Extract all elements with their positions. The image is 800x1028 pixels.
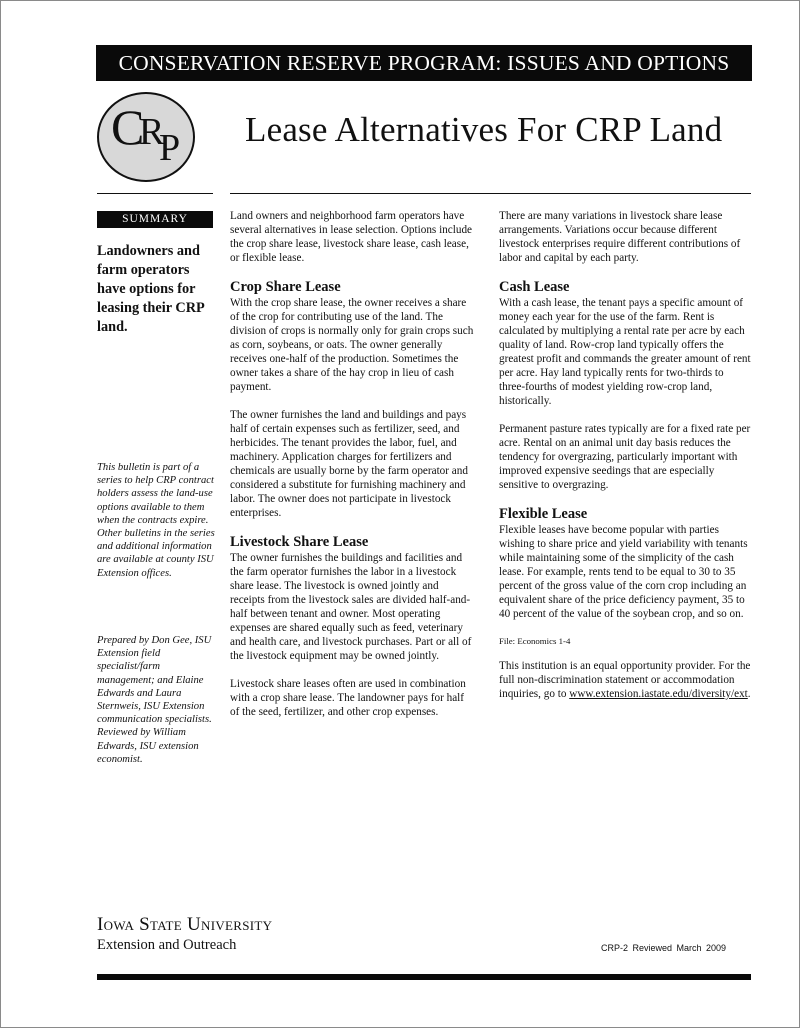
author-credits: Prepared by Don Gee, ISU Extension field specialist/farm management; and Elaine Edwards and Laura Sternweis, ISU Extension communication specialists. Reviewed by William Edwards, ISU extension economist.: [97, 635, 212, 765]
livestock-share-paragraph-1: The owner furnishes the buildings and facilities and the farm operator furnishes the labor in a livestock share lease. The livestock is owned jointly and receipts from the livestock sales are divided half-and-half between tenant and owner. Most operating expenses are shared equally such as feed, veterinary and health care, and livestock purchases. Part or all of the livestock equipment may be owned jointly.: [230, 552, 472, 662]
cash-lease-paragraph-1: With a cash lease, the tenant pays a specific amount of money each year for the use of the farm. Rent is calculated by multiplying a rental rate per acre by each quality of land. Row-crop land typically offers the greatest profit and commands the greater amount of rent per acre. Hay land typically rents for two-thirds to three-fourths of modest yielding row-crop land, historically.: [499, 297, 751, 407]
equal-opportunity-statement: [499, 659, 751, 701]
statement-period: .: [747, 688, 751, 700]
crop-share-paragraph-2: The owner furnishes the land and buildings and pays half of certain expenses such as fertilizer, seed, and herbicides. The tenant provides the labor, fuel, and machinery. Application charges for fertilizers and chemicals are usually borne by the farm operator and considered a substitute for furnishing machinery and labor. The owner does not participate in livestock enterprises.: [230, 409, 468, 519]
flexible-lease-paragraph: Flexible leases have become popular with parties wishing to share price and yield variability with tenants while maintaining some of the simplicity of the cash lease. For example, rents tend to be equal to 30 to 35 percent of the gross value of the corn crop including an equivalent share of the price deficiency payment, 35 to 40 percent of the value of the soybean crop, and so on.: [499, 524, 748, 620]
intro-paragraph: Land owners and neighborhood farm operators have several alternatives in lease selection. Options include the crop share lease, livestock share lease, cash lease, or flexible lease.: [230, 210, 473, 264]
cash-lease-paragraph-2: Permanent pasture rates typically are for a fixed rate per acre. Rental on an animal unit day basis reduces the tendency for overgrazing, particularly important with improved expensive seedings that are especially sensitive to overgrazing.: [499, 423, 751, 491]
series-banner: CONSERVATION RESERVE PROGRAM: ISSUES AND OPTIONS: [96, 45, 752, 81]
cash-lease-heading: Cash Lease: [499, 279, 570, 295]
university-wordmark: Iowa State University: [97, 914, 273, 935]
summary-text: Landowners and farm operators have options for leasing their CRP land.: [97, 243, 204, 335]
summary-label: SUMMARY: [97, 211, 213, 228]
equal-opportunity-text: This institution is an equal opportunity provider. For the full non-discrimination statement or accommodation inquiries, go to: [499, 660, 751, 700]
bulletin-note: This bulletin is part of a series to help CRP contract holders assess the land-use options available to them when the contracts expire. Other bulletins in the series and additional information are available at county ISU Extension offices.: [97, 462, 215, 579]
publication-meta: CRP-2 Reviewed March 2009: [601, 943, 727, 953]
logo-letter-r: R: [139, 111, 165, 153]
footer-bar: [97, 974, 751, 980]
sidebar-top-rule: [97, 193, 213, 194]
extension-unit-name: Extension and Outreach: [97, 937, 237, 953]
logo-letter-c: C: [111, 99, 145, 155]
flexible-lease-heading: Flexible Lease: [499, 506, 588, 522]
logo-letter-p: P: [159, 127, 181, 169]
livestock-share-paragraph-2: Livestock share leases often are used in combination with a crop share lease. The landowner pays for half of the seed, fertilizer, and other crop expenses.: [230, 678, 466, 718]
file-label: File: Economics 1-4: [499, 636, 571, 646]
livestock-share-heading: Livestock Share Lease: [230, 534, 369, 550]
crop-share-paragraph-1: With the crop share lease, the owner receives a share of the crop for contributing use of the land. The division of crops is normally only for grain crops such as corn, soybeans, or oats. The owner generally receives one-half of the production. Sometimes the owner takes a share of the hay crop in lieu of cash payment.: [230, 297, 474, 393]
crop-share-heading: Crop Share Lease: [230, 279, 341, 295]
diversity-link[interactable]: www.extension.iastate.edu/diversity/ext: [569, 688, 748, 700]
column-right: [499, 209, 751, 715]
crp-logo: [97, 92, 195, 182]
page-title: Lease Alternatives For CRP Land: [245, 110, 723, 149]
column-left: [230, 209, 474, 733]
content-top-rule: [230, 193, 751, 194]
variations-paragraph: There are many variations in livestock share lease arrangements. Variations occur because different livestock enterprises require different contributions of labor and capital by each party.: [499, 210, 741, 264]
